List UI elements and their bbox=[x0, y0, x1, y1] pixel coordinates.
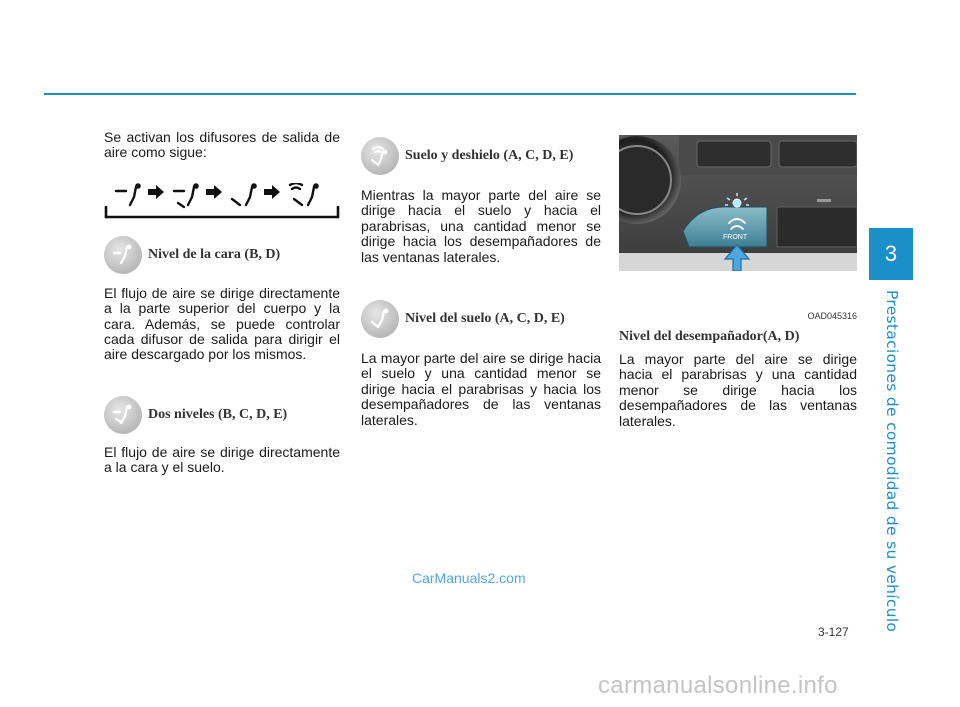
chapter-side-title: Prestaciones de comodidad de su vehículo bbox=[883, 290, 901, 633]
floor-defrost-heading bbox=[361, 137, 601, 175]
photo-button-label: FRONT bbox=[723, 234, 748, 241]
arrow-right-icon bbox=[148, 185, 280, 199]
defrost-text: La mayor parte del aire se dirige hacia el parabrisas y una cantidad menor se dirige hacia los desempañadores de las ventanas laterales. bbox=[619, 351, 857, 429]
chapter-tab: 3 bbox=[869, 228, 913, 280]
photo-code: OAD045316 bbox=[807, 311, 857, 321]
defrost-button-photo bbox=[619, 135, 857, 271]
bilevel-text: El flujo de aire se dirige directamente a la cara y el suelo. bbox=[104, 443, 340, 476]
bilevel-heading bbox=[104, 396, 340, 434]
floor-defrost-mode-icon bbox=[361, 137, 399, 175]
column-1 bbox=[104, 130, 340, 476]
column-2 bbox=[361, 137, 601, 428]
face-level-text: El flujo de aire se dirige directamente a la parte superior del cuerpo y la cara. Además, se puede controlar cada difusor de salida para dirigir el aire descargado por los mismos. bbox=[104, 284, 340, 363]
intro-text: Se activan los difusores de salida de aire como sigue: bbox=[104, 129, 340, 161]
face-level-label: Nivel de la cara (B, D) bbox=[148, 246, 281, 262]
floor-level-text: La mayor parte del aire se dirige hacia el suelo y una cantidad menor se dirige hacia el parabrisas y hacia los desempañadores de las ventanas laterales. bbox=[361, 350, 601, 428]
floor-level-heading bbox=[361, 300, 601, 338]
face-level-heading bbox=[104, 236, 340, 274]
footer-site-watermark: carmanualsonline.info bbox=[598, 672, 838, 699]
page-number: 3-127 bbox=[818, 625, 849, 639]
bilevel-mode-icon bbox=[104, 396, 142, 434]
top-rule bbox=[44, 93, 856, 95]
floor-level-label: Nivel del suelo (A, C, D, E) bbox=[405, 311, 565, 327]
floor-mode-icon bbox=[361, 300, 399, 338]
floor-defrost-label: Suelo y deshielo (A, C, D, E) bbox=[405, 148, 574, 163]
bilevel-label: Dos niveles (B, C, D, E) bbox=[148, 406, 288, 422]
floor-defrost-text: Mientras la mayor parte del aire se dirige hacia el suelo y hacia el parabrisas, una cantidad menor se dirige hacia los desempañadores de las ventanas laterales. bbox=[361, 187, 601, 265]
watermark-text: CarManuals2.com bbox=[412, 570, 526, 586]
column-3 bbox=[619, 135, 857, 429]
face-mode-icon bbox=[104, 236, 142, 274]
defrost-heading: Nivel del desempañador(A, D) bbox=[619, 329, 800, 344]
mode-sequence-diagram bbox=[104, 183, 340, 219]
